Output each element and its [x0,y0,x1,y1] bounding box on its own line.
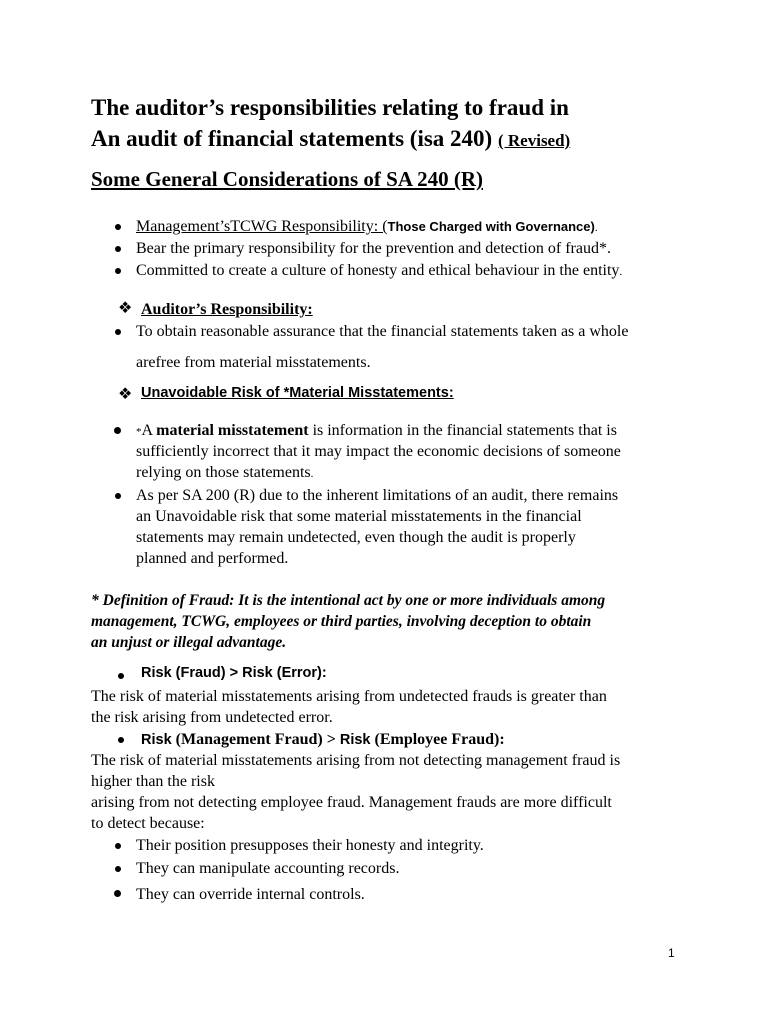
b1-l3-tail: . [310,468,314,480]
title-line-2 [91,124,570,156]
auditor-heading [141,299,313,320]
star-mark: * [136,426,142,438]
mgmt-responsibility-line [136,216,598,239]
risk1-line-1: The risk of material misstatements arising from undetected frauds is greater than [91,688,607,705]
risk2-line-2: higher than the risk [91,773,215,790]
auditor-line-2: arefree from material misstatements. [136,354,371,371]
revised-label: ( Revised) [497,131,571,150]
unavoidable-b2-line-4: planned and performed. [136,550,289,567]
bullet-icon [118,673,124,679]
risk2-item-3: They can override internal controls. [136,886,365,903]
unavoidable-b1-line-3 [136,462,313,485]
fraud-definition-line-1: * Definition of Fraud: It is the intentional act by one or more individuals among [91,592,606,609]
title-line-2-text: An audit of financial statements (isa 240) [91,126,493,151]
b1-prefix: A [141,422,157,439]
unavoidable-b1-line-2: sufficiently incorrect that it may impact the economic decisions of someone [136,443,621,460]
risk1-line-2: the risk arising from undetected error. [91,709,333,726]
page-number: 1 [668,946,675,960]
mgmt-item-2-tail: . [619,266,623,278]
title-line-1: The auditor’s responsibilities relating to fraud in [91,95,569,120]
bullet-icon [115,268,121,274]
unavoidable-b2-line-1: As per SA 200 (R) due to the inherent limitations of an audit, there remains [136,487,619,504]
bullet-icon [115,246,121,252]
bullet-icon [114,890,121,897]
b1-rest: is information in the financial statements that is [308,422,617,439]
subtitle: Some General Considerations of SA 240 (R) [91,167,483,191]
bullet-icon [115,224,121,230]
b1-l3-text: relying on those statements [136,464,311,481]
risk2-heading-c: Risk [339,732,371,748]
mgmt-item-1: Bear the primary responsibility for the prevention and detection of fraud*. [136,240,611,257]
risk2-line-1: The risk of material misstatements arising from not detecting management fraud is [91,752,621,769]
fraud-definition-line-3: an unjust or illegal advantage. [91,634,287,651]
risk2-line-3: arising from not detecting employee fraud. Management frauds are more difficult [91,794,612,811]
risk2-item-2: They can manipulate accounting records. [136,860,400,877]
mgmt-item-2 [136,260,622,283]
mgmt-label: Management’sTCWG Responsibility: ( [136,218,388,235]
bullet-icon [115,866,121,872]
risk2-heading [141,729,505,751]
bullet-icon [115,843,121,849]
auditor-line-1: To obtain reasonable assurance that the financial statements taken as a whole [136,323,629,340]
risk2-heading-a: Risk [141,732,172,748]
bullet-icon [118,737,124,743]
mgmt-item-2-text: Committed to create a culture of honesty and ethical behaviour in the entity [136,262,620,279]
risk1-heading: Risk (Fraud) > Risk (Error): [141,665,327,681]
risk2-heading-d: (Employee Fraud): [370,731,505,748]
fraud-definition-line-2: management, TCWG, employees or third parties, involving deception to obtain [91,613,592,630]
risk2-heading-b: (Management Fraud) > [171,731,340,748]
diamond-bullet-icon: ❖ [118,384,133,403]
risk2-item-1: Their position presupposes their honesty and integrity. [136,837,484,854]
mgmt-tail: . [594,222,598,234]
unavoidable-b2-line-3: statements may remain undetected, even though the audit is properly [136,529,576,546]
unavoidable-b2-line-2: an Unavoidable risk that some material misstatements in the financial [136,508,582,525]
bullet-icon [114,427,121,434]
diamond-bullet-icon: ❖ [118,298,133,317]
risk2-line-4: to detect because: [91,815,205,832]
unavoidable-heading: Unavoidable Risk of *Material Misstatements: [141,385,454,401]
b1-bold-term: material misstatement [156,422,309,439]
auditor-heading-text: Auditor’s Responsibility: [141,301,313,318]
bullet-icon [115,493,121,499]
mgmt-paren: Those Charged with Governance) [387,219,595,234]
bullet-icon [115,329,121,335]
unavoidable-b1-line-1 [136,420,617,443]
